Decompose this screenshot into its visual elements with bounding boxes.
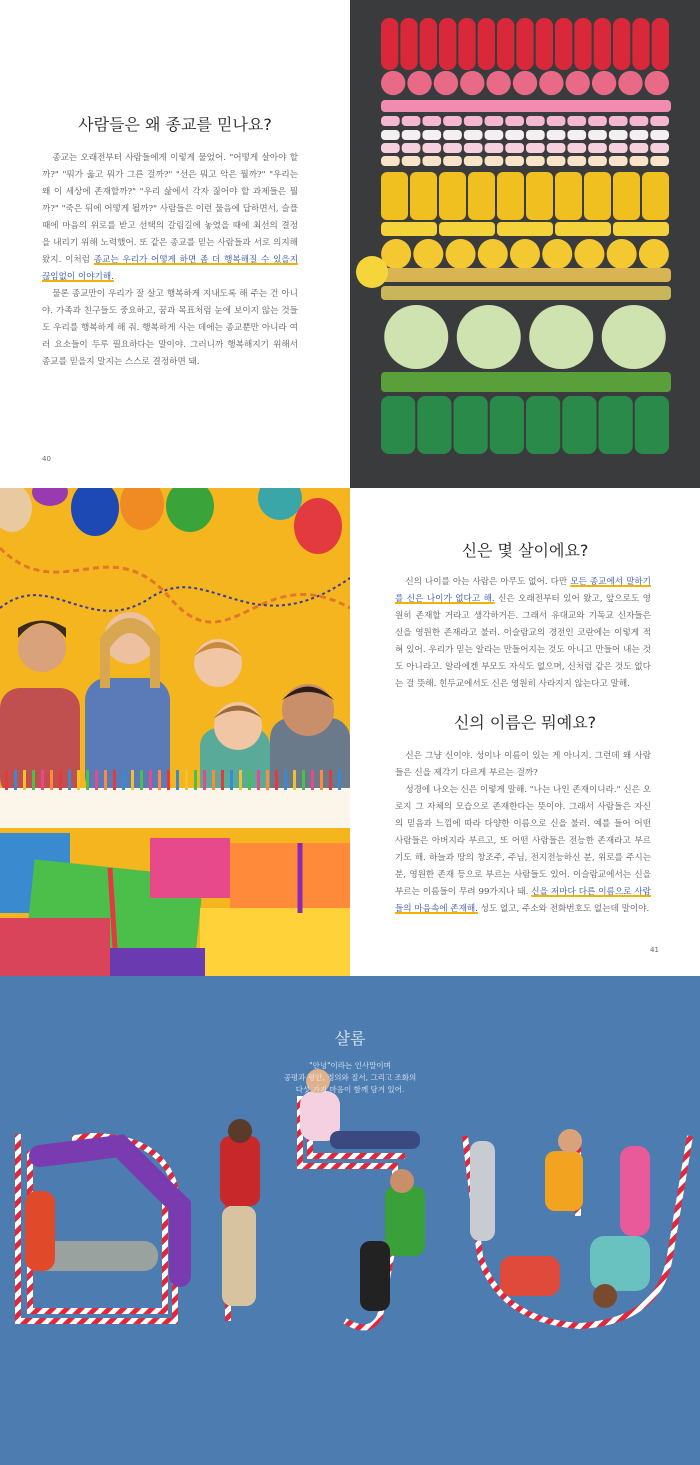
- paragraph: [395, 574, 651, 693]
- candle: [221, 770, 224, 790]
- candy: [443, 156, 462, 166]
- candy: [567, 116, 586, 126]
- gift-box: [150, 838, 230, 898]
- candle: [320, 770, 323, 790]
- candle: [311, 770, 314, 790]
- candy: [526, 172, 553, 220]
- candle: [329, 770, 332, 790]
- candy: [618, 71, 642, 95]
- candy: [464, 130, 483, 140]
- candy: [402, 143, 421, 153]
- candle: [122, 770, 125, 790]
- body-text: [42, 150, 298, 371]
- shalom-title: 샬롬: [334, 1029, 366, 1048]
- candy: [464, 143, 483, 153]
- balloon-icon: [258, 488, 302, 520]
- candy: [607, 239, 637, 269]
- candy: [422, 116, 441, 126]
- candle: [275, 770, 278, 790]
- candy: [592, 71, 616, 95]
- candle: [86, 770, 89, 790]
- candy: [486, 71, 510, 95]
- candle: [293, 770, 296, 790]
- candy: [555, 172, 582, 220]
- candy: [526, 143, 545, 153]
- candy: [381, 268, 671, 282]
- child: [220, 1136, 260, 1206]
- paragraph: [42, 150, 298, 286]
- text-run: 종교는 오래전부터 사람들에게 이렇게 물었어. "어떻게 살아야 할까?" "뭐가 옳고 뭐가 그른 걸까?" "선은 뭐고 악은 뭘까?" "우리는 왜 이 세상에 존재할까?" "우리 삶에서 각자 짊어야 할 과제들은 뭘까?" "죽은 뒤에 어떻게 될까?" 사람들은 이런 물음에 답하면서, 슬플 때에 마음의 위로를 받고 선택의 갈림길에 놓였을 때에 최선의 결정을 내리기 위해 노력했어. 또 같은 종교를 믿는 사람들과 서로 의지해 왔지. 이처럼: [42, 153, 298, 265]
- paragraph: 신은 그냥 신이야. 성이나 이름이 있는 게 아니지. 그런데 왜 사람들은 신을 제각기 다르게 부르는 걸까?: [395, 751, 651, 778]
- candy: [434, 71, 458, 95]
- candy: [468, 172, 495, 220]
- candy: [485, 143, 504, 153]
- candy: [542, 239, 572, 269]
- candy: [407, 71, 431, 95]
- candy: [381, 396, 415, 454]
- candy: [402, 130, 421, 140]
- candle: [266, 770, 269, 790]
- candy: [609, 130, 628, 140]
- candy: [439, 222, 495, 236]
- candy: [513, 71, 537, 95]
- balloon-icon: [32, 488, 68, 506]
- highlighted-text: 모든 종교에서 말하기를 신은 나이가 없다고 해.: [395, 577, 651, 604]
- candle: [113, 770, 116, 790]
- caption-line: 다섯 가지 마음이 함께 담겨 있어.: [295, 1085, 405, 1094]
- candy: [526, 130, 545, 140]
- candy: [650, 156, 669, 166]
- candy: [645, 71, 669, 95]
- candy: [402, 116, 421, 126]
- candy: [529, 305, 593, 369]
- candy: [410, 172, 437, 220]
- candle: [212, 770, 215, 790]
- candy: [599, 396, 633, 454]
- candy: [547, 156, 566, 166]
- candle: [176, 770, 179, 790]
- candy: [384, 305, 448, 369]
- party-illustration: [0, 488, 350, 976]
- candy: [574, 239, 604, 269]
- candy: [478, 239, 508, 269]
- paragraph: 물론 종교만이 우리가 잘 살고 행복하게 지내도록 해 주는 건 아니야. 가족과 친구들도 중요하고, 꿈과 목표처럼 눈에 보이지 않는 것들도 우리를 행복하게 해 줘. 행복하게 사는 데에는 종교뿐만 아니라 여러 요소들이 두루 필요하다는 말이야. 그러니까 행복해지기 위해서 종교를 믿을지 말지는 스스로 결정하면 돼.: [42, 289, 298, 367]
- balloon-icon: [166, 488, 214, 532]
- candle: [77, 770, 80, 790]
- candy: [632, 18, 649, 70]
- gift-box: [0, 918, 110, 976]
- candle: [68, 770, 71, 790]
- candy: [594, 18, 611, 70]
- candy: [497, 172, 524, 220]
- gift-box: [200, 908, 350, 976]
- candle: [284, 770, 287, 790]
- candy: [555, 222, 611, 236]
- page-41: [350, 488, 700, 976]
- candy: [510, 239, 540, 269]
- candy: [526, 156, 545, 166]
- candy: [485, 116, 504, 126]
- candy: [413, 239, 443, 269]
- candy: [567, 143, 586, 153]
- candy: [567, 156, 586, 166]
- candle: [5, 770, 8, 790]
- candy: [650, 130, 669, 140]
- candle: [158, 770, 161, 790]
- candy: [630, 116, 649, 126]
- page-number: 41: [650, 946, 659, 954]
- candy: [602, 305, 666, 369]
- candy: [454, 396, 488, 454]
- party-photo: [0, 488, 350, 976]
- candy: [609, 143, 628, 153]
- candy: [539, 71, 563, 95]
- candy: [439, 172, 466, 220]
- candy: [630, 156, 649, 166]
- candy: [630, 143, 649, 153]
- candy: [588, 130, 607, 140]
- candy: [381, 100, 671, 112]
- page-number: 40: [42, 455, 51, 463]
- candy: [609, 156, 628, 166]
- balloon-icon: [120, 488, 164, 530]
- candy: [439, 18, 456, 70]
- candy: [443, 116, 462, 126]
- child: [620, 1146, 650, 1236]
- candy: [630, 130, 649, 140]
- candy: [526, 116, 545, 126]
- candle: [59, 770, 62, 790]
- candy: [650, 116, 669, 126]
- candle: [131, 770, 134, 790]
- candy: [547, 143, 566, 153]
- section-title: 신의 이름은 뭐예요?: [453, 713, 597, 732]
- candy: [639, 239, 669, 269]
- candy: [422, 143, 441, 153]
- candle: [140, 770, 143, 790]
- candy: [650, 143, 669, 153]
- candy: [567, 130, 586, 140]
- candy: [574, 18, 591, 70]
- candy: [400, 18, 417, 70]
- candy: [497, 222, 553, 236]
- candy: [402, 156, 421, 166]
- candy: [505, 116, 524, 126]
- candy: [635, 396, 669, 454]
- candy: [460, 71, 484, 95]
- candle: [23, 770, 26, 790]
- candle: [230, 770, 233, 790]
- cake: [0, 788, 350, 828]
- balloon-icon: [0, 488, 32, 532]
- shalom-photo: [0, 976, 700, 1465]
- candy-illustration: [350, 0, 700, 488]
- candy: [381, 71, 405, 95]
- candy: [457, 305, 521, 369]
- caption-line: 공평과 평안, 정의와 질서, 그리고 조화의: [283, 1073, 417, 1082]
- candy: [490, 396, 524, 454]
- candle: [41, 770, 44, 790]
- candy: [464, 156, 483, 166]
- candy: [443, 130, 462, 140]
- candy: [584, 172, 611, 220]
- child: [470, 1141, 495, 1241]
- candy: [458, 18, 475, 70]
- highlighted-text: 종교는 우리가 어떻게 하면 좀 더 행복해질 수 있을지 끊임없이 이야기해.: [42, 255, 298, 282]
- candy: [381, 286, 671, 300]
- candy: [642, 172, 669, 220]
- candy: [420, 18, 437, 70]
- candy: [381, 372, 671, 392]
- candy: [588, 116, 607, 126]
- candy: [562, 396, 596, 454]
- shalom-caption: [0, 1060, 700, 1096]
- text-run: 성경에 나오는 신은 이렇게 말해. "나는 나인 존재이니라." 신은 오로지 그 자체의 모습으로 존재한다는 뜻이야. 그래서 사람들은 자신의 믿음과 느낌에 따라 다양한 이름으로 신을 불러. 예를 들어 어떤 사람들은 아버지라 부르고, 또 어떤 사람들은 전능한 존재라고 부르기도 해. 하늘과 땅의 창조주, 주님, 전지전능하신 분, 위로를 주시는 분, 영원한 존재 등으로 부르는 사람들도 있어. 이슬람교에서는 신을 부르는 이름들이 무려 99가지나 돼.: [395, 785, 651, 897]
- candy: [613, 222, 669, 236]
- candle: [14, 770, 17, 790]
- candy: [464, 116, 483, 126]
- candle: [203, 770, 206, 790]
- candy: [526, 396, 560, 454]
- child: [385, 1186, 425, 1256]
- candle: [149, 770, 152, 790]
- candy: [381, 130, 400, 140]
- candle: [50, 770, 53, 790]
- candy: [536, 18, 553, 70]
- candle: [302, 770, 305, 790]
- caption-line: "안녕"이라는 인사말이며: [309, 1061, 391, 1070]
- candy: [588, 143, 607, 153]
- text-run: 성도 없고, 주소와 전화번호도 없는데 말이야.: [477, 904, 650, 914]
- candy: [381, 143, 400, 153]
- candy: [505, 130, 524, 140]
- candle: [32, 770, 35, 790]
- candle: [338, 770, 341, 790]
- text-run: 신의 나이를 아는 사람은 아무도 없어. 다만: [405, 577, 571, 587]
- balloon-icon: [71, 488, 119, 536]
- candy: [381, 116, 400, 126]
- candy: [497, 18, 514, 70]
- section-title: 신은 몇 살이에요?: [461, 541, 589, 560]
- candy: [485, 130, 504, 140]
- candy: [516, 18, 533, 70]
- candy: [613, 172, 640, 220]
- candy: [381, 222, 437, 236]
- candle: [167, 770, 170, 790]
- candy: [478, 18, 495, 70]
- candy: [485, 156, 504, 166]
- candy: [381, 18, 398, 70]
- text-run: 신은 오래전부터 있어 왔고, 앞으로도 영원히 존재할 거라고 생각하거든. 그래서 유대교와 기독교 신자들은 신을 영원한 존재라고 불러. 이슬람교의 경전인 코란에는 이렇게 적혀 있어. 우리가 믿는 알라는 만들어지는 것도 아니고 만들어 내는 것도 아니라고. 알라에겐 부모도 자식도 없으며, 신처럼 같은 것도 없다는 걸 뜻해. 힌두교에서도 신은 영원히 사라지지 않는다고 말해.: [395, 594, 651, 689]
- candy: [652, 18, 669, 70]
- candy: [547, 130, 566, 140]
- balloon-icon: [294, 498, 342, 554]
- candy: [555, 18, 572, 70]
- candy: [422, 130, 441, 140]
- candy: [381, 156, 400, 166]
- candle: [104, 770, 107, 790]
- highlighted-text: 신을 저마다 다른 이름으로 사람들의 마음속에 존재해.: [395, 887, 651, 914]
- page-title: 사람들은 왜 종교를 믿나요?: [78, 115, 272, 134]
- shalom-illustration: [0, 976, 700, 1465]
- candy: [505, 156, 524, 166]
- candy: [505, 143, 524, 153]
- candy: [613, 18, 630, 70]
- candy: [381, 172, 408, 220]
- gift-box: [110, 948, 205, 976]
- candle: [239, 770, 242, 790]
- candy: [609, 116, 628, 126]
- candy-photo: [350, 0, 700, 488]
- candle: [257, 770, 260, 790]
- candy: [446, 239, 476, 269]
- candy: [566, 71, 590, 95]
- page-40: [0, 0, 350, 488]
- body-text: [395, 574, 651, 693]
- candy: [356, 256, 388, 288]
- candy: [443, 143, 462, 153]
- gift-box: [230, 843, 350, 913]
- candy: [547, 116, 566, 126]
- candle: [194, 770, 197, 790]
- candy: [422, 156, 441, 166]
- candy: [417, 396, 451, 454]
- paragraph: [395, 782, 651, 918]
- candy: [588, 156, 607, 166]
- candle: [185, 770, 188, 790]
- candle: [248, 770, 251, 790]
- candle: [95, 770, 98, 790]
- body-text: [395, 748, 651, 918]
